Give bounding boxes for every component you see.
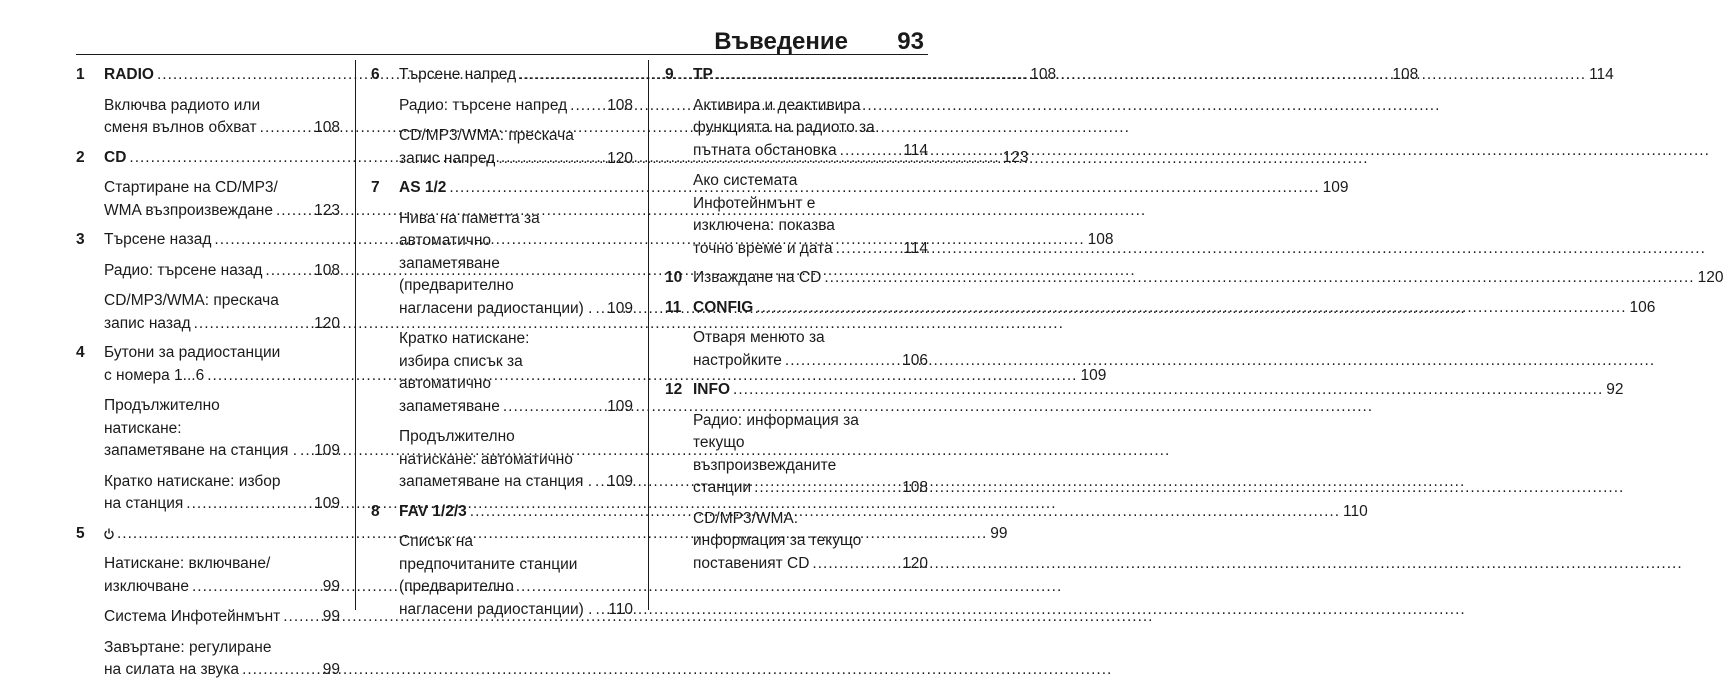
sub-entry-text: CD/MP3/WMA: прескача: [399, 127, 574, 144]
sub-entry-text: изключена: показва: [693, 217, 835, 234]
page-ref: 106: [1629, 298, 1656, 316]
page-ref: 109: [1322, 179, 1349, 196]
sub-entry-text: Отваря менюто за: [693, 329, 825, 346]
sub-entry: [399, 426, 633, 494]
page-ref: 109: [314, 495, 340, 512]
page-ref: 110: [1343, 502, 1368, 520]
entry-text: TP: [693, 66, 713, 83]
sub-entry: [104, 95, 340, 140]
leader-row: [104, 493, 340, 516]
leader-row: [104, 200, 340, 223]
sub-entry-text: Кратко натискане: избор: [104, 472, 281, 490]
leader-dots: [595, 599, 605, 622]
entry-text: AS 1/2: [399, 179, 447, 196]
entry-text: изключване: [104, 577, 189, 595]
sub-entry: [693, 410, 928, 500]
leader-dots: [733, 379, 1603, 402]
leader-dots: [836, 238, 901, 261]
sub-entry-text: натискане: автоматично: [399, 450, 573, 468]
sub-entry: [104, 177, 340, 222]
leader-dots: [265, 260, 311, 283]
page-ref: 99: [322, 661, 340, 678]
index-entry: [665, 297, 1656, 373]
page-ref: 123: [1002, 148, 1029, 166]
leader-row: [693, 140, 928, 163]
sub-entry: [693, 95, 928, 163]
sub-entry-text: предпочитаните станции: [399, 555, 578, 573]
sub-entry: [399, 208, 633, 321]
entry-text: Търсене напред: [399, 66, 517, 83]
leader-dots: [260, 117, 311, 140]
sub-entry-text: Продължително: [399, 428, 515, 445]
leader-row: [104, 606, 340, 629]
sub-entry-text: избира списък за: [399, 352, 523, 370]
sub-entry: [693, 170, 928, 260]
entry-text: запис напред: [399, 149, 496, 167]
sub-entry-text: (предварително: [399, 578, 514, 595]
entry-text: поставеният CD: [693, 554, 810, 572]
leader-dots: [498, 148, 604, 171]
entry-text: INFO: [693, 381, 731, 398]
leader-row: [399, 148, 633, 171]
sub-entry: [104, 606, 340, 629]
entry-number: 12: [665, 381, 683, 398]
entry-text: на станция: [104, 495, 184, 512]
entry-number: 6: [371, 66, 380, 83]
sub-entry: [104, 395, 340, 463]
entry-number: 8: [371, 502, 380, 520]
page-ref: 108: [1087, 231, 1114, 248]
leader-row: [399, 95, 633, 118]
header-divider: [76, 54, 928, 55]
leader-row: [693, 553, 928, 576]
sub-entry: [693, 508, 928, 576]
page-ref: 120: [314, 314, 340, 332]
entry-body: [693, 297, 1655, 320]
entry-text: FAV 1/2/3: [399, 502, 467, 520]
index-entry: [665, 267, 1723, 290]
sub-entry-text: CD/MP3/WMA:: [693, 509, 799, 527]
page-ref: 120: [902, 554, 928, 572]
leader-dots: [276, 200, 311, 223]
page-ref: 114: [903, 141, 928, 159]
leader-row: [693, 297, 1655, 320]
sub-entry-text: Активира и деактивира: [693, 96, 861, 114]
entry-text: сменя вълнов обхват: [104, 119, 257, 136]
sub-entry: [693, 327, 928, 372]
page-ref: 123: [314, 201, 340, 219]
entry-number: 4: [76, 344, 85, 361]
sub-entry: [104, 553, 340, 598]
sub-entry-text: Стартиране на CD/MP3/: [104, 179, 278, 196]
sub-entry-text: информация за текущо: [693, 532, 862, 549]
sub-entry-text: Ако системата: [693, 172, 798, 189]
sub-entry-text: (предварително: [399, 277, 514, 294]
sub-entry-text: Включва радиото или: [104, 96, 261, 114]
leader-dots: [595, 298, 604, 321]
page-ref: 108: [1392, 66, 1419, 83]
entry-text: CD: [104, 148, 127, 166]
leader-dots: [242, 659, 320, 682]
sub-entry-text: CD/MP3/WMA: прескача: [104, 292, 279, 309]
entry-number: 2: [76, 148, 85, 166]
leader-dots: [754, 477, 899, 500]
leader-dots: [595, 471, 604, 494]
leader-row: [693, 64, 1614, 87]
leader-dots: [812, 553, 899, 576]
sub-entry-text: възпроизвежданите: [693, 456, 837, 474]
entry-text: станции: [693, 479, 752, 496]
page-ref: 109: [314, 442, 340, 459]
leader-row: [104, 576, 340, 599]
page-ref: 109: [607, 473, 633, 490]
page-ref: 106: [902, 351, 928, 369]
page-header: [76, 22, 928, 58]
leader-row: [693, 350, 928, 373]
entry-text: точно време и дата: [693, 239, 833, 257]
sub-entry-text: Продължително: [104, 397, 220, 414]
entry-text: запаметяване на станция .: [399, 473, 593, 490]
entry-body: [693, 64, 1614, 87]
entry-number: 11: [665, 298, 682, 316]
sub-entry-text: Радио: информация за: [693, 411, 859, 429]
entry-text: CONFIG: [693, 298, 754, 316]
leader-dots: [503, 396, 604, 419]
sub-entry-text: Нива на паметта за: [399, 209, 540, 227]
entry-text: настройките: [693, 351, 782, 369]
page-ref: 99: [322, 577, 340, 595]
page-ref: 108: [1030, 66, 1057, 83]
leader-dots: [756, 297, 1626, 320]
entry-text: WMA възпроизвеждане: [104, 201, 273, 219]
entry-text: запаметяване на станция .: [104, 442, 298, 459]
sub-entry: [104, 290, 340, 335]
leader-row: [399, 599, 633, 622]
sub-entry-text: Списък на: [399, 533, 473, 550]
leader-dots: [300, 440, 311, 463]
sub-entry-text: натискане:: [104, 419, 182, 437]
leader-row: [693, 267, 1723, 290]
entry-text: RADIO: [104, 66, 154, 83]
sub-entry: [399, 95, 633, 118]
entry-number: 5: [76, 524, 85, 542]
column-divider: [355, 60, 356, 610]
leader-row: [399, 396, 633, 419]
leader-row: [104, 313, 340, 336]
sub-entry: [104, 471, 340, 516]
page-ref: 108: [607, 96, 633, 114]
leader-dots: [194, 313, 312, 336]
sub-entry-text: Кратко натискане:: [399, 330, 530, 347]
entry-text: с номера 1...6: [104, 366, 205, 384]
entry-text: Радио: търсене напред: [399, 96, 568, 114]
leader-dots: [186, 493, 311, 516]
leader-row: [399, 471, 633, 494]
leader-dots: [840, 140, 901, 163]
power-icon: [104, 528, 114, 539]
column-divider: [648, 60, 649, 610]
sub-entry: [104, 637, 340, 682]
entry-text: Радио: търсене назад: [104, 261, 263, 279]
page-ref: 109: [607, 299, 633, 317]
sub-entry-text: текущо: [693, 434, 745, 451]
entry-main: [665, 297, 1656, 320]
leader-row: [104, 260, 340, 283]
entry-text: пътната обстановка: [693, 141, 837, 159]
entry-number: 7: [371, 179, 380, 196]
entry-text: запаметяване: [399, 397, 500, 415]
sub-entry-text: автоматично: [399, 232, 492, 249]
sub-entry-text: Завъртане: регулиране: [104, 638, 272, 656]
page-ref: 114: [903, 239, 928, 257]
sub-entry-text: запаметяване: [399, 254, 500, 272]
sub-entry-text: автоматично: [399, 375, 492, 392]
page-ref: 114: [1589, 66, 1614, 83]
leader-dots: [785, 350, 899, 373]
page-ref: 109: [607, 397, 633, 415]
sub-entry: [399, 125, 633, 170]
page-ref: 120: [607, 149, 633, 167]
leader-dots: [192, 576, 320, 599]
entry-main: [665, 379, 1624, 402]
entry-main: [665, 267, 1723, 290]
entry-text: нагласени радиостанции) .: [399, 600, 593, 618]
page-ref: 120: [1697, 269, 1723, 286]
sub-entry: [399, 531, 633, 621]
entry-text: Търсене назад: [104, 231, 212, 248]
page-ref: 110: [608, 600, 633, 618]
leader-dots: [716, 64, 1586, 87]
leader-row: [693, 238, 928, 261]
entry-text: на силата на звука: [104, 661, 240, 678]
entry-body: [693, 267, 1723, 290]
leader-row: [399, 298, 633, 321]
entry-text: Бутони за радиостанции: [104, 344, 281, 361]
page-ref: 108: [314, 119, 340, 136]
page-ref: 108: [314, 261, 340, 279]
page-number: 93: [897, 28, 924, 55]
entry-text: запис назад: [104, 314, 191, 332]
leader-row: [693, 379, 1624, 402]
sub-entry-text: функцията на радиото за: [693, 119, 875, 136]
sub-entry-text: Натискане: включване/: [104, 555, 271, 572]
page-ref: 109: [1080, 366, 1107, 384]
page-ref: 99: [990, 524, 1008, 542]
entry-number: 9: [665, 66, 674, 83]
entry-number: 10: [665, 269, 683, 286]
leader-row: [104, 117, 340, 140]
entry-body: [693, 379, 1624, 402]
entry-text: Система Инфотейнмънт: [104, 608, 281, 625]
sub-entry: [399, 328, 633, 418]
leader-row: [104, 659, 340, 682]
leader-row: [104, 440, 340, 463]
leader-dots: [570, 95, 604, 118]
entry-text: Изваждане на CD: [693, 269, 822, 286]
leader-dots: [824, 267, 1694, 290]
page-ref: 108: [902, 479, 928, 496]
page-title: Въведение: [714, 28, 848, 55]
entry-number: 1: [76, 66, 85, 83]
leader-dots: [283, 606, 320, 629]
page-ref: 92: [1606, 381, 1624, 398]
sub-entry-text: Инфотейнмънт е: [693, 194, 816, 212]
entry-text: нагласени радиостанции) .: [399, 299, 593, 317]
entry-number: 3: [76, 231, 85, 248]
leader-row: [693, 477, 928, 500]
page-ref: 99: [322, 608, 340, 625]
sub-entry: [104, 260, 340, 283]
